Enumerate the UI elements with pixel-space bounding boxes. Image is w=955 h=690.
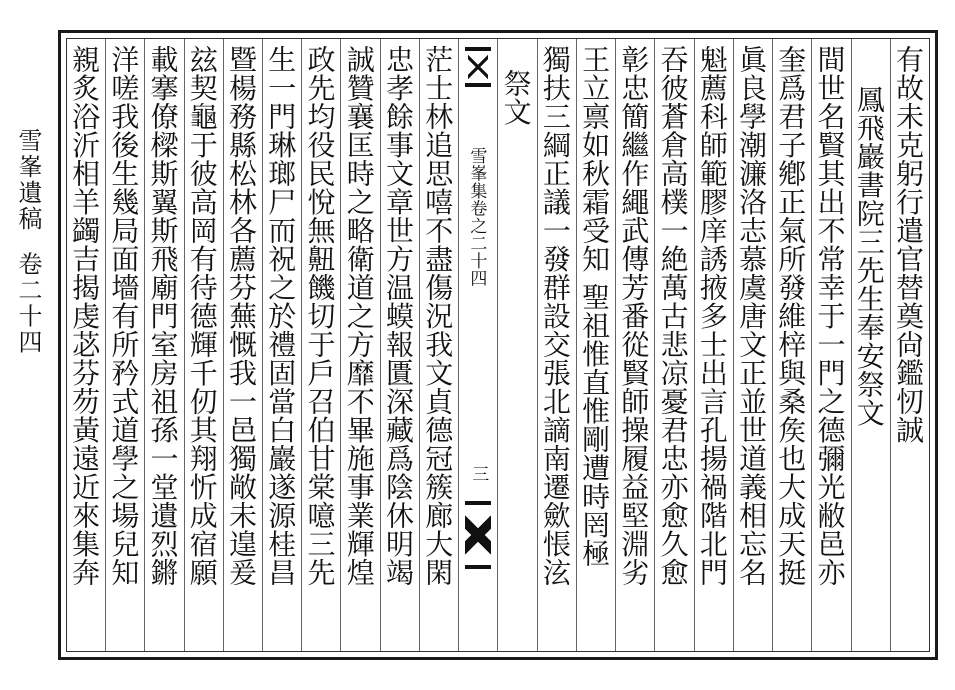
text-column: 親炙浴沂相羊蠲吉揭虔苾芬芴黃遠近來集奔 [68, 45, 102, 587]
text-column: 洋嗟我後生幾局面墻有所矜式道學之場兒知 [105, 39, 144, 651]
text-column: 彰忠簡繼作繩武傳芳番從賢師操履益堅淵劣 [615, 39, 654, 651]
text-column: 政先均役民悅無䶊饑切于戶召伯甘棠噫三先 [301, 39, 340, 651]
fish-tail-top-icon [465, 47, 491, 87]
fish-tail-bottom-icon [465, 501, 491, 569]
text-column: 忠孝餘事文章世方温蟆報匱深藏爲陰休明竭 [380, 39, 419, 651]
text-column: 眞良學潮濂洛志慕虞唐文正並世道義相忘名 [733, 39, 772, 651]
text-column: 生一門琳瑯尸而祝之於禮固當白巖遂源桂昌 [262, 39, 301, 651]
text-column: 獨扶三綱正議一發群設交張北謫南遷歛悵泫 [537, 39, 576, 651]
text-column: 暨楊務縣松林各薦芬蕪慨我一邑獨敞未遑爰 [223, 39, 262, 651]
text-column: 奎爲君子鄕正氣所發維梓與桑矦也大成天挺 [772, 39, 811, 651]
text-column: 鳳飛巖書院三先生奉安祭文 [851, 39, 890, 651]
margin-title: 雪峯遺稿 卷二十四 [14, 128, 42, 356]
text-column: 間世名賢其出不常幸于一門之德彌光敝邑亦 [811, 39, 850, 651]
text-column: 茫士林追思嘻不盡傷況我文貞德冠簇廊大閑 [419, 39, 458, 651]
text-column: 誠贊襄匡時之略衛道之方靡不畢施事業輝煌 [340, 39, 379, 651]
text-column: 祭文 [497, 39, 536, 651]
text-column: 王立禀如秋霜受知 聖祖惟直惟剛遭時罔極 [576, 39, 615, 651]
text-column: 吞彼蒼倉高樸一絶萬古悲凉憂君忠亦愈久愈 [654, 39, 693, 651]
text-columns [67, 39, 929, 651]
text-column: 玆契龜于彼高岡有待德輝千仞其翔忻成宿願 [184, 39, 223, 651]
text-column: 魁薦科師範膠庠誘掖多士出言孔揚禍階北門 [694, 39, 733, 651]
text-column: 載搴僚樑斯翼斯飛廟門室房祖孫一堂遺烈鏘 [144, 39, 183, 651]
fold-column [458, 39, 497, 651]
text-column: 有故未克躬行遣官替奠尙鑑㣼誠 [890, 39, 929, 651]
inner-frame [66, 38, 930, 652]
folio-number: 三 [468, 465, 489, 483]
book-page [58, 30, 938, 660]
fold-title: 雪峯集卷之二十四 [466, 147, 487, 287]
